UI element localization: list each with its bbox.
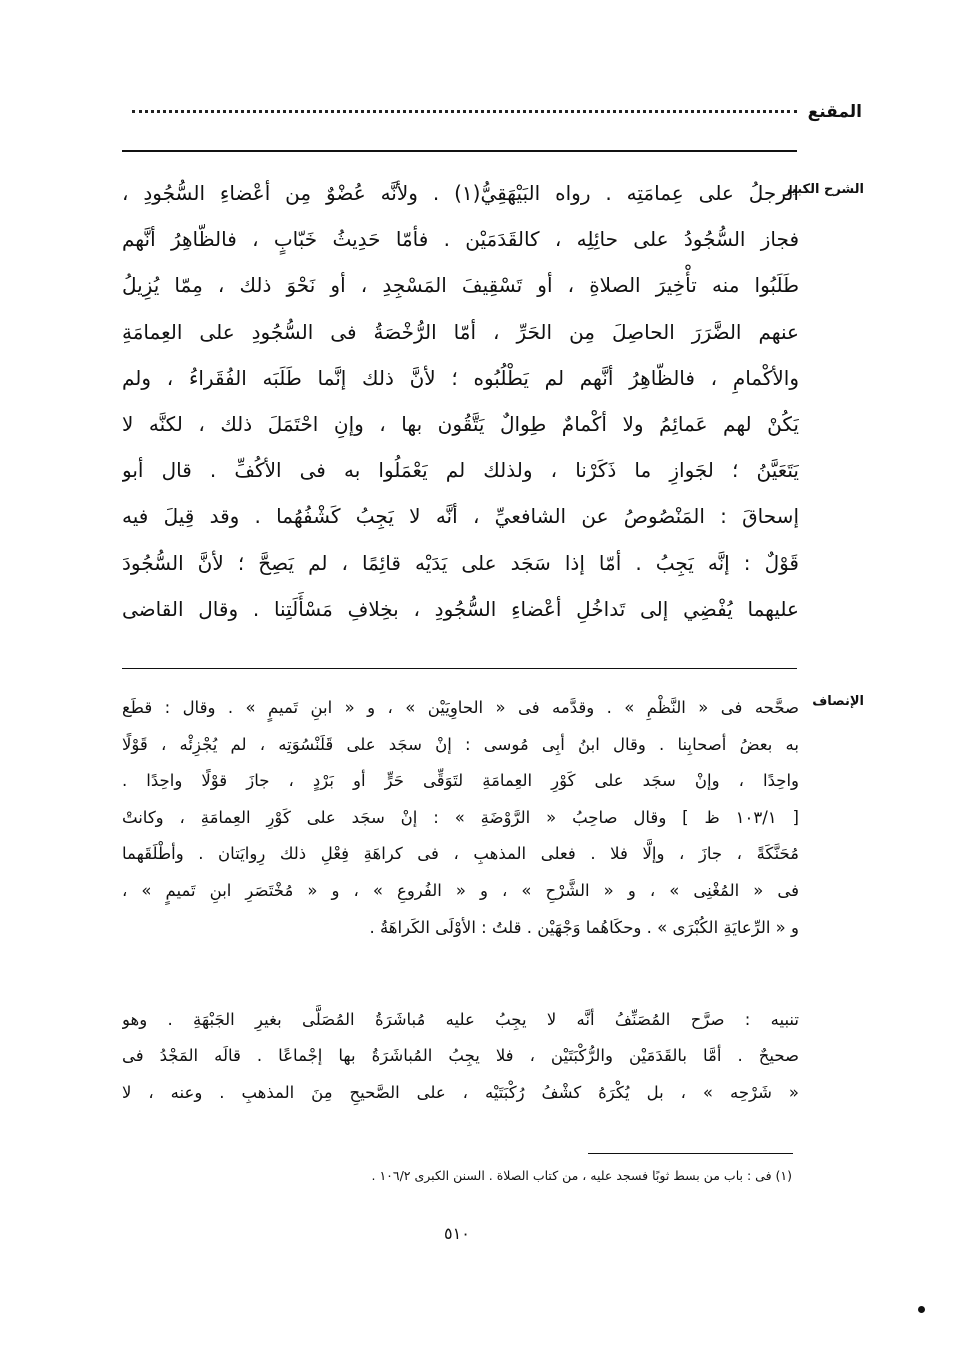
tanbih-text-block — [122, 1002, 799, 1111]
footnote: (١) فى : باب من بسط ثوبًا فسجد عليه ، من كتاب الصلاة . السنن الكبرى ١٠٦/٢ . — [371, 1168, 792, 1183]
main-text-line: طَلَبُوا منه تأْخِيرَ الصلاةِ ، أو تَسْقِيفَ المَسْجِدِ ، أو نَحْوَ ذلك ، مِمّا يُزِيلُ — [122, 273, 799, 298]
middle-rule — [122, 668, 797, 669]
footnote-rule — [588, 1153, 793, 1154]
main-text-line: قَوْلٌ : إنَّه يَجِبُ . أمّا إذا سَجَد على يَدَيْه قائِمًا ، لم يَصِحَّ ؛ لأنَّ السُّجُودَ — [122, 550, 799, 575]
tanbih-text-line: « شَرْحِه » ، بل يُكْرَهُ كشْفُ رُكْبَتَيْه ، على الصَّحيحِ مِنَ المذهبِ . وعنه ، لا — [122, 1082, 799, 1102]
main-text-line: عنهم الضَّرَرَ الحاصِلَ مِن الحَرِّ ، أمّا الرُّخْصَةُ فى السُّجُودِ على العِمامَةِ — [122, 319, 799, 344]
side-label-sharh: الشرح الكبير — [783, 182, 864, 197]
main-text-line: يَتَعَيَّنُ ؛ لجَوازِ ما ذَكَرْنا ، ولذلك لم يَعْمَلُوا به فى الأكُفِّ . قال أبو — [122, 458, 799, 483]
main-text-line: فجاز السُّجُودُ على حائِلِه ، كالقَدَمَيْن . فأمّا حَدِيثُ خَبّابٍ ، فالظّاهِرُ أنَّهم — [122, 227, 799, 252]
side-label-insaf: الإنصاف — [812, 694, 864, 709]
insaf-text-line: واحِدًا ، وإنْ سجَد على كَوْرِ العِمامَةِ لتَوَقِّى حَرٍّ أو بَرْدٍ ، جازَ قوْلًا واحِدًا . — [122, 771, 799, 791]
page-number: ٥١٠ — [444, 1224, 470, 1243]
scan-dot-mark — [918, 1306, 925, 1313]
insaf-text-line: مُحَنَّكَةً ، جازَ ، وإلَّا فلا . فعلى المذهبِ ، فى كراهَةِ فِعْلِ ذلك رِوايَتان . وأطْلَقَهما — [122, 844, 799, 864]
main-text-line: عليهما يُفْضِي إلى تَداخُلِ أعْضاءِ السُّجُودِ ، بخِلافِ مَسْأَلَتِنا . وقال القاضى — [122, 596, 799, 621]
main-text-line: إسحاقَ : المَنْصُوصُ عن الشافعيِّ ، أنَّه لا يَجِبُ كَشْفُهُما . وقد قِيلَ فيه — [122, 504, 799, 529]
main-text-line: والأكْمامِ ، فالظّاهِرُ أنَّهم لم يَطْلُبُوه ؛ لأنَّ ذلك إنَّما طَلَبَه الفُقَراءُ ، ولم — [122, 365, 799, 390]
insaf-text-line: فى « المُغْنِى » ، و « الشَّرْحِ » ، و « الفُروعِ » ، و « مُخْتَصَرِ ابنِ تَميمٍ » ، — [122, 880, 799, 900]
insaf-text-line: به بعضُ أصحابِنا . وقال ابنُ أبِى مُوسى : إنْ سجَد على قَلَنْسُوَتِه ، لم يُجْزِئْه ، قَوْلًا — [122, 734, 799, 754]
header-title: المقنع — [807, 102, 862, 122]
main-text-block — [122, 170, 799, 632]
main-text-line: الرجلُ على عِمامَتِه . رواه البَيْهَقِيُّ(١) . ولأنَّه عُضْوٌ مِن أعْضاءِ السُّجُودِ ، — [122, 181, 799, 205]
header-dotted-leader — [132, 110, 797, 133]
top-rule — [122, 150, 797, 152]
tanbih-text-line: صحيحٌ . أمَّا بالقَدَمَيْن والرُّكْبَتَيْن ، فلا يجِبُ المُباشَرَةُ بها إجْماعًا . قالَه المَجْدُ فى — [122, 1046, 799, 1066]
insaf-text-block — [122, 690, 799, 946]
main-text-line: يَكُنْ لهم عَمائِمُ ولا أكْمامٌ طِوالٌ يَتَّقُون بها ، وإنِ احْتَمَلَ ذلك ، لكنَّه لا — [122, 411, 799, 436]
tanbih-text-line: تنبيه : صرَّح المُصَنِّفُ أنَّه لا يجِبُ عليه مُباشَرَةُ المُصَلَّى بغيرِ الجَبْهَةِ . وهو — [122, 1010, 799, 1029]
insaf-text-line: صحَّحه فى « النَّظْمِ » . وقدَّمه فى « الحاوِيَيْن » ، و « ابنِ تَميمٍ » . وقال : قطَع — [122, 698, 799, 717]
insaf-text-line: و « الرِّعايَةِ الكُبْرَى » . وحكَاهُما وَجْهَيْن . قلتُ : الأوْلَى الكَراهَةُ . — [369, 917, 799, 937]
insaf-text-line: [ ١٠٣/١ ظ ] وقال صاحِبُ « الرَّوْضَةِ » : إنْ سجَد على كَوْرِ العِمامَةِ ، وكانتْ — [122, 807, 799, 827]
